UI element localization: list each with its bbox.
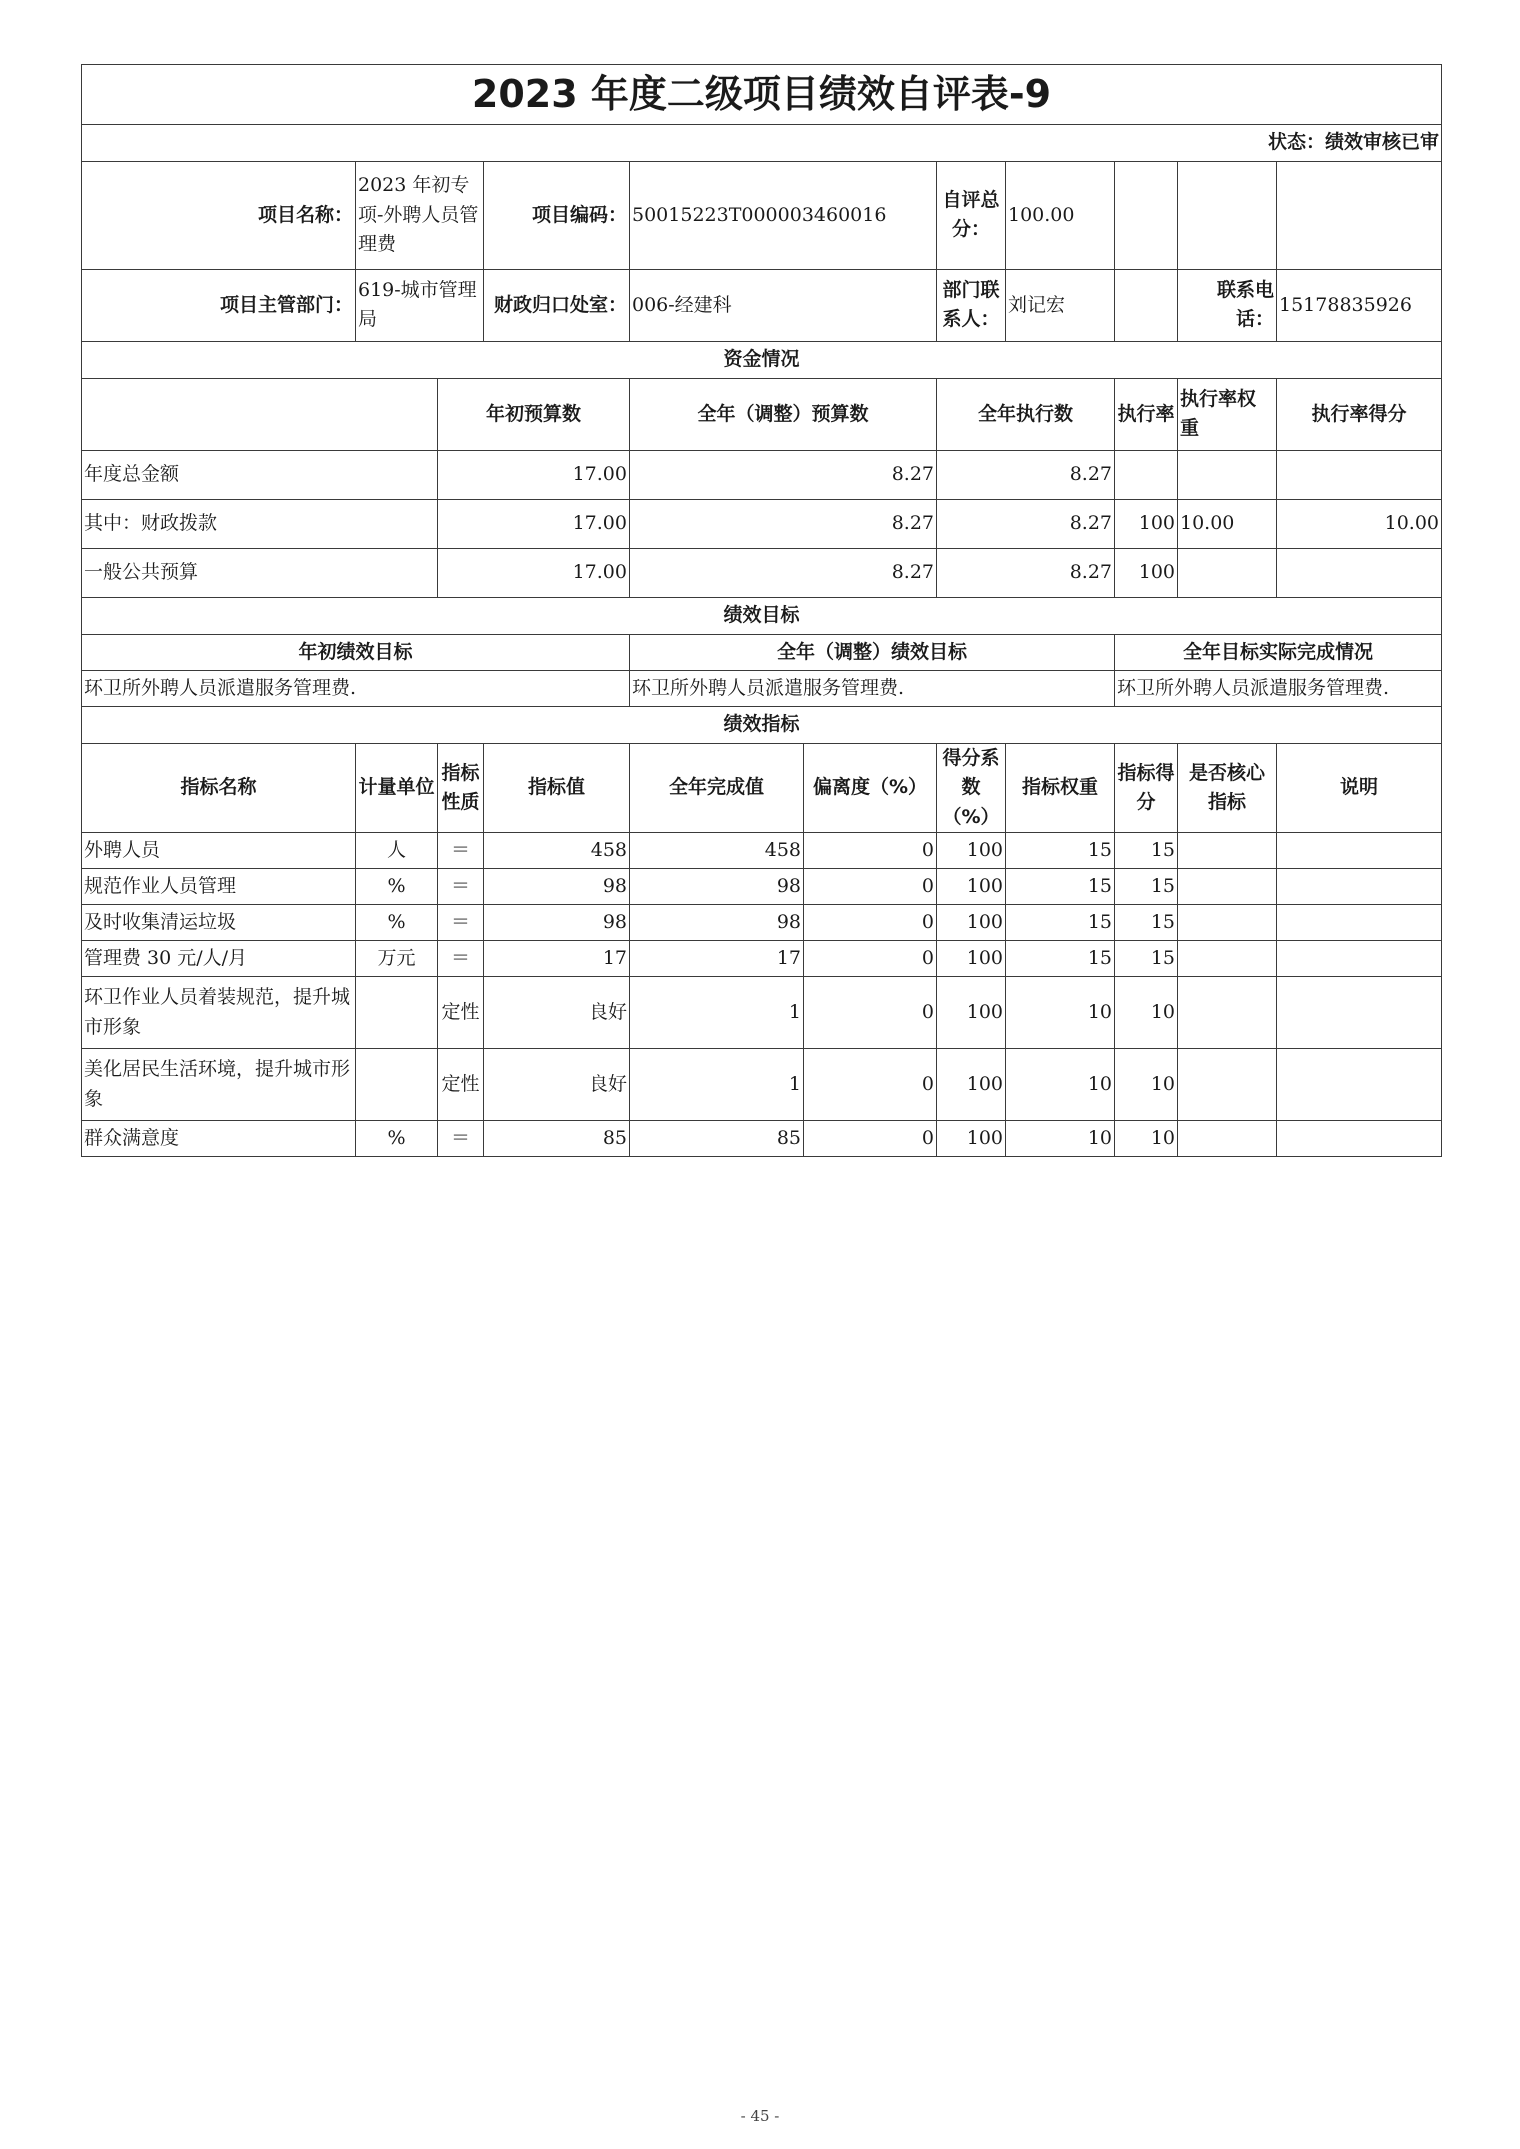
phone-label: 联系电话： — [1178, 269, 1277, 341]
ind-target: 98 — [484, 905, 630, 941]
ind-note — [1277, 1121, 1442, 1157]
indicator-row — [82, 1049, 1442, 1121]
ind-core — [1178, 977, 1277, 1049]
ind-coef: 100 — [937, 833, 1006, 869]
ind-deviation: 0 — [804, 1121, 937, 1157]
ind-weight: 10 — [1006, 977, 1115, 1049]
funds-rate — [1115, 450, 1178, 499]
ind-nature: ＝ — [438, 869, 484, 905]
score-label: 自评总分： — [937, 161, 1006, 269]
funds-executed: 8.27 — [937, 499, 1115, 548]
ind-nature: ＝ — [438, 833, 484, 869]
ind-deviation: 0 — [804, 833, 937, 869]
finance-office-value: 006-经建科 — [630, 269, 937, 341]
ind-header-target: 指标值 — [484, 743, 630, 832]
ind-core — [1178, 905, 1277, 941]
ind-core — [1178, 869, 1277, 905]
page-title: 2023 年度二级项目绩效自评表-9 — [82, 65, 1442, 125]
ind-note — [1277, 1049, 1442, 1121]
ind-nature: ＝ — [438, 905, 484, 941]
ind-coef: 100 — [937, 905, 1006, 941]
contact-value: 刘记宏 — [1006, 269, 1115, 341]
ind-coef: 100 — [937, 941, 1006, 977]
ind-weight: 10 — [1006, 1049, 1115, 1121]
goals-header-actual: 全年目标实际完成情况 — [1115, 634, 1442, 670]
score-value: 100.00 — [1006, 161, 1115, 269]
ind-header-score: 指标得分 — [1115, 743, 1178, 832]
indicator-row — [82, 905, 1442, 941]
ind-header-weight: 指标权重 — [1006, 743, 1115, 832]
funds-weight — [1178, 450, 1277, 499]
funds-executed: 8.27 — [937, 450, 1115, 499]
ind-target: 良好 — [484, 1049, 630, 1121]
ind-name: 群众满意度 — [82, 1121, 356, 1157]
ind-target: 17 — [484, 941, 630, 977]
funds-adjusted: 8.27 — [630, 450, 937, 499]
funds-score: 10.00 — [1277, 499, 1442, 548]
page-number: - 45 - — [740, 2107, 780, 2125]
ind-unit — [356, 977, 438, 1049]
funds-section-title: 资金情况 — [82, 341, 1442, 378]
goal-actual-text: 环卫所外聘人员派遣服务管理费. — [1115, 670, 1442, 706]
ind-actual: 85 — [630, 1121, 804, 1157]
indicator-row — [82, 833, 1442, 869]
funds-initial: 17.00 — [438, 548, 630, 597]
funds-rate: 100 — [1115, 548, 1178, 597]
funds-weight — [1178, 548, 1277, 597]
project-code-label: 项目编码： — [484, 161, 630, 269]
indicator-row — [82, 941, 1442, 977]
ind-actual: 1 — [630, 1049, 804, 1121]
ind-unit — [356, 1049, 438, 1121]
status-line: 状态：绩效审核已审 — [82, 124, 1442, 161]
project-code-value: 50015223T000003460016 — [630, 161, 937, 269]
ind-header-nature: 指标性质 — [438, 743, 484, 832]
ind-nature: ＝ — [438, 1121, 484, 1157]
ind-coef: 100 — [937, 1049, 1006, 1121]
ind-target: 85 — [484, 1121, 630, 1157]
goal-adjusted-text: 环卫所外聘人员派遣服务管理费. — [630, 670, 1115, 706]
ind-weight: 15 — [1006, 941, 1115, 977]
funds-executed: 8.27 — [937, 548, 1115, 597]
ind-weight: 10 — [1006, 1121, 1115, 1157]
indicator-row — [82, 977, 1442, 1049]
funds-initial: 17.00 — [438, 499, 630, 548]
funds-header-rate: 执行率 — [1115, 378, 1178, 450]
ind-deviation: 0 — [804, 905, 937, 941]
goals-header-adjusted: 全年（调整）绩效目标 — [630, 634, 1115, 670]
ind-note — [1277, 833, 1442, 869]
ind-target: 458 — [484, 833, 630, 869]
ind-name: 及时收集清运垃圾 — [82, 905, 356, 941]
empty-cell — [1277, 161, 1442, 269]
ind-coef: 100 — [937, 869, 1006, 905]
ind-name: 美化居民生活环境，提升城市形象 — [82, 1049, 356, 1121]
empty-cell — [1115, 269, 1178, 341]
funds-row — [82, 450, 1442, 499]
funds-adjusted: 8.27 — [630, 548, 937, 597]
ind-actual: 1 — [630, 977, 804, 1049]
goals-section-title: 绩效目标 — [82, 597, 1442, 634]
ind-core — [1178, 1049, 1277, 1121]
ind-unit: % — [356, 1121, 438, 1157]
ind-header-actual: 全年完成值 — [630, 743, 804, 832]
funds-row-name: 年度总金额 — [82, 450, 438, 499]
ind-score: 10 — [1115, 1121, 1178, 1157]
funds-rate: 100 — [1115, 499, 1178, 548]
ind-score: 15 — [1115, 833, 1178, 869]
ind-actual: 98 — [630, 869, 804, 905]
ind-header-coef: 得分系数（%） — [937, 743, 1006, 832]
ind-coef: 100 — [937, 1121, 1006, 1157]
funds-row-name: 其中：财政拨款 — [82, 499, 438, 548]
ind-nature: 定性 — [438, 977, 484, 1049]
ind-header-deviation: 偏离度（%） — [804, 743, 937, 832]
ind-note — [1277, 977, 1442, 1049]
funds-score — [1277, 450, 1442, 499]
ind-actual: 458 — [630, 833, 804, 869]
ind-core — [1178, 833, 1277, 869]
dept-value: 619-城市管理局 — [356, 269, 484, 341]
ind-unit: 万元 — [356, 941, 438, 977]
ind-note — [1277, 869, 1442, 905]
funds-row-name: 一般公共预算 — [82, 548, 438, 597]
ind-name: 规范作业人员管理 — [82, 869, 356, 905]
ind-actual: 98 — [630, 905, 804, 941]
empty-cell — [1115, 161, 1178, 269]
dept-label: 项目主管部门： — [82, 269, 356, 341]
ind-unit: 人 — [356, 833, 438, 869]
funds-row — [82, 548, 1442, 597]
empty-cell — [82, 378, 438, 450]
ind-note — [1277, 905, 1442, 941]
ind-header-name: 指标名称 — [82, 743, 356, 832]
goal-initial-text: 环卫所外聘人员派遣服务管理费. — [82, 670, 630, 706]
ind-name: 外聘人员 — [82, 833, 356, 869]
funds-header-initial: 年初预算数 — [438, 378, 630, 450]
funds-row — [82, 499, 1442, 548]
ind-unit: % — [356, 905, 438, 941]
funds-header-score: 执行率得分 — [1277, 378, 1442, 450]
ind-header-core: 是否核心指标 — [1178, 743, 1277, 832]
ind-note — [1277, 941, 1442, 977]
empty-cell — [1178, 161, 1277, 269]
funds-header-adjusted: 全年（调整）预算数 — [630, 378, 937, 450]
ind-weight: 15 — [1006, 833, 1115, 869]
funds-adjusted: 8.27 — [630, 499, 937, 548]
funds-header-weight: 执行率权重 — [1178, 378, 1277, 450]
ind-nature: ＝ — [438, 941, 484, 977]
indicator-row — [82, 1121, 1442, 1157]
ind-actual: 17 — [630, 941, 804, 977]
funds-score — [1277, 548, 1442, 597]
ind-unit: % — [356, 869, 438, 905]
funds-header-executed: 全年执行数 — [937, 378, 1115, 450]
ind-weight: 15 — [1006, 905, 1115, 941]
ind-weight: 15 — [1006, 869, 1115, 905]
goals-header-initial: 年初绩效目标 — [82, 634, 630, 670]
funds-initial: 17.00 — [438, 450, 630, 499]
ind-target: 98 — [484, 869, 630, 905]
performance-evaluation-table — [81, 64, 1442, 1157]
ind-score: 15 — [1115, 941, 1178, 977]
ind-header-note: 说明 — [1277, 743, 1442, 832]
project-name-label: 项目名称： — [82, 161, 356, 269]
ind-name: 管理费 30 元/人/月 — [82, 941, 356, 977]
ind-score: 15 — [1115, 905, 1178, 941]
ind-score: 10 — [1115, 977, 1178, 1049]
ind-deviation: 0 — [804, 941, 937, 977]
project-name-value: 2023 年初专项-外聘人员管理费 — [356, 161, 484, 269]
ind-deviation: 0 — [804, 869, 937, 905]
ind-coef: 100 — [937, 977, 1006, 1049]
finance-office-label: 财政归口处室： — [484, 269, 630, 341]
ind-score: 10 — [1115, 1049, 1178, 1121]
indicators-section-title: 绩效指标 — [82, 706, 1442, 743]
funds-weight: 10.00 — [1178, 499, 1277, 548]
ind-deviation: 0 — [804, 1049, 937, 1121]
ind-name: 环卫作业人员着装规范，提升城市形象 — [82, 977, 356, 1049]
ind-core — [1178, 1121, 1277, 1157]
contact-label: 部门联系人： — [937, 269, 1006, 341]
ind-score: 15 — [1115, 869, 1178, 905]
ind-target: 良好 — [484, 977, 630, 1049]
indicator-row — [82, 869, 1442, 905]
phone-value: 15178835926 — [1277, 269, 1442, 341]
ind-core — [1178, 941, 1277, 977]
ind-deviation: 0 — [804, 977, 937, 1049]
ind-header-unit: 计量单位 — [356, 743, 438, 832]
ind-nature: 定性 — [438, 1049, 484, 1121]
